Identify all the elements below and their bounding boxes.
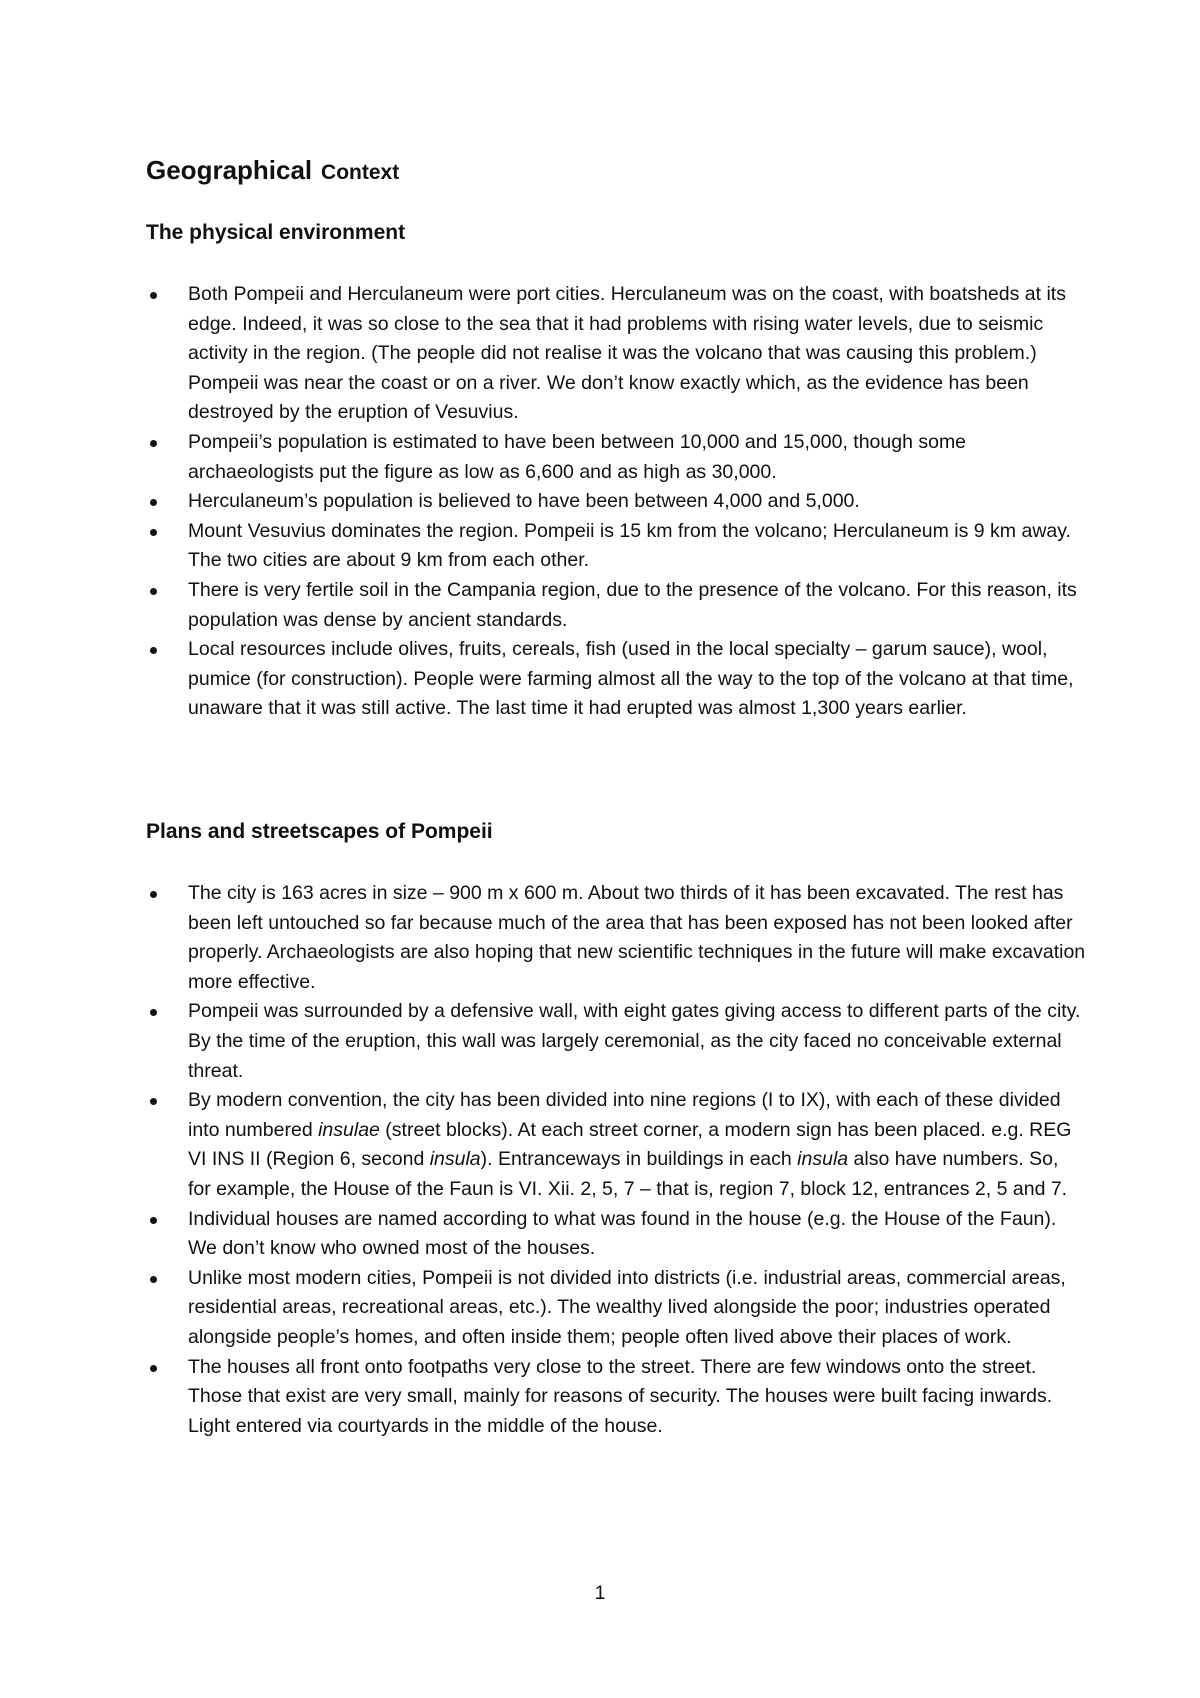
list-item-text: Individual houses are named according to what was found in the house (e.g. the House of the Faun). We don’t know who owned most of the houses. bbox=[188, 1207, 1057, 1260]
list-item bbox=[146, 1264, 1086, 1353]
bullet-icon bbox=[150, 588, 157, 595]
physical-environment-list bbox=[146, 280, 1086, 724]
page-title bbox=[146, 150, 399, 187]
list-item bbox=[146, 1205, 1086, 1264]
list-item bbox=[146, 879, 1086, 997]
page-title-main: Geographical bbox=[146, 155, 313, 185]
list-item bbox=[146, 997, 1086, 1086]
list-item bbox=[146, 428, 1086, 487]
text-run: also have numbers. So, for example, the House of the Faun is VI. Xii. 2, 5, 7 – that is, region 7, block 12, entrances 2, 5 and 7. bbox=[188, 1148, 1068, 1200]
list-item-text: Mount Vesuvius dominates the region. Pompeii is 15 km from the volcano; Herculaneum is 9 km away. The two cities are about 9 km from each other. bbox=[188, 519, 1071, 572]
list-item-text: Pompeii was surrounded by a defensive wall, with eight gates giving access to different parts of the city. By the time of the eruption, this wall was largely ceremonial, as the city faced no conceivable external threat. bbox=[188, 1000, 1081, 1082]
bullet-icon bbox=[150, 647, 157, 654]
bullet-icon bbox=[150, 292, 157, 299]
bullet-icon bbox=[150, 891, 157, 898]
bullet-icon bbox=[150, 1098, 157, 1105]
italic-term: insulae bbox=[318, 1118, 380, 1141]
list-item-text: The city is 163 acres in size – 900 m x 600 m. About two thirds of it has been excavated. The rest has been left untouched so far because much of the area that has been exposed has not been looked after properly. Archaeologists are also hoping that new scientific techniques in the future will make excavation more effective. bbox=[188, 882, 1086, 993]
text-run: ). Entranceways in buildings in each bbox=[480, 1148, 798, 1171]
bullet-icon bbox=[150, 1365, 157, 1372]
plans-streetscapes-list bbox=[146, 879, 1086, 1441]
list-item bbox=[146, 1086, 1086, 1204]
page-number: 1 bbox=[594, 1582, 606, 1604]
list-item bbox=[146, 517, 1086, 576]
italic-term: insula bbox=[429, 1148, 481, 1171]
list-item-text bbox=[188, 1089, 1071, 1200]
list-item-text: The houses all front onto footpaths very close to the street. There are few windows onto the street. Those that exist are very small, mainly for reasons of security. The houses were built facing inwards. Light entered via courtyards in the middle of the house. bbox=[188, 1355, 1053, 1437]
bullet-icon bbox=[150, 529, 157, 536]
bullet-icon bbox=[150, 1217, 157, 1224]
list-item-text: Both Pompeii and Herculaneum were port cities. Herculaneum was on the coast, with boatsheds at its edge. Indeed, it was so close to the sea that it had problems with rising water levels, due to seismic activity in the region. (The people did not realise it was the volcano that was causing this problem.) Pompeii was near the coast or on a river. We don’t know exactly which, as the evidence has been destroyed by the eruption of Vesuvius. bbox=[188, 283, 1066, 424]
list-item bbox=[146, 635, 1086, 724]
bullet-icon bbox=[150, 440, 157, 447]
text-run: By modern convention, the city has been divided into nine regions (I to IX), with each of these divided into numbered bbox=[188, 1089, 1061, 1141]
list-item-text: Pompeii’s population is estimated to have been between 10,000 and 15,000, though some archaeologists put the figure as low as 6,600 and as high as 30,000. bbox=[188, 430, 967, 483]
list-item-text: There is very fertile soil in the Campania region, due to the presence of the volcano. For this reason, its population was dense by ancient standards. bbox=[188, 578, 1077, 631]
section-heading-physical-environment: The physical environment bbox=[146, 221, 406, 244]
list-item bbox=[146, 1353, 1086, 1442]
section-heading-plans-streetscapes: Plans and streetscapes of Pompeii bbox=[146, 820, 493, 843]
bullet-icon bbox=[150, 1009, 157, 1016]
list-item-text: Herculaneum’s population is believed to have been between 4,000 and 5,000. bbox=[188, 490, 860, 513]
list-item bbox=[146, 280, 1086, 428]
bullet-icon bbox=[150, 499, 157, 506]
list-item-text: Local resources include olives, fruits, cereals, fish (used in the local specialty – garum sauce), wool, pumice (for construction). People were farming almost all the way to the top of the volcano at that time, unaware that it was still active. The last time it had erupted was almost 1,300 years earlier. bbox=[188, 638, 1074, 720]
text-run: (street blocks). At each street corner, a modern sign has been placed. e.g. REG VI INS II (Region 6, second bbox=[188, 1118, 1072, 1171]
list-item bbox=[146, 576, 1086, 635]
page-title-sub: Context bbox=[321, 161, 400, 184]
bullet-icon bbox=[150, 1276, 157, 1283]
list-item bbox=[146, 487, 1086, 517]
list-item-text: Unlike most modern cities, Pompeii is not divided into districts (i.e. industrial areas, commercial areas, residential areas, recreational areas, etc.). The wealthy lived alongside the poor; industries operated alongside people’s homes, and often inside them; people often lived above their places of work. bbox=[188, 1266, 1066, 1348]
italic-term: insula bbox=[797, 1148, 849, 1171]
